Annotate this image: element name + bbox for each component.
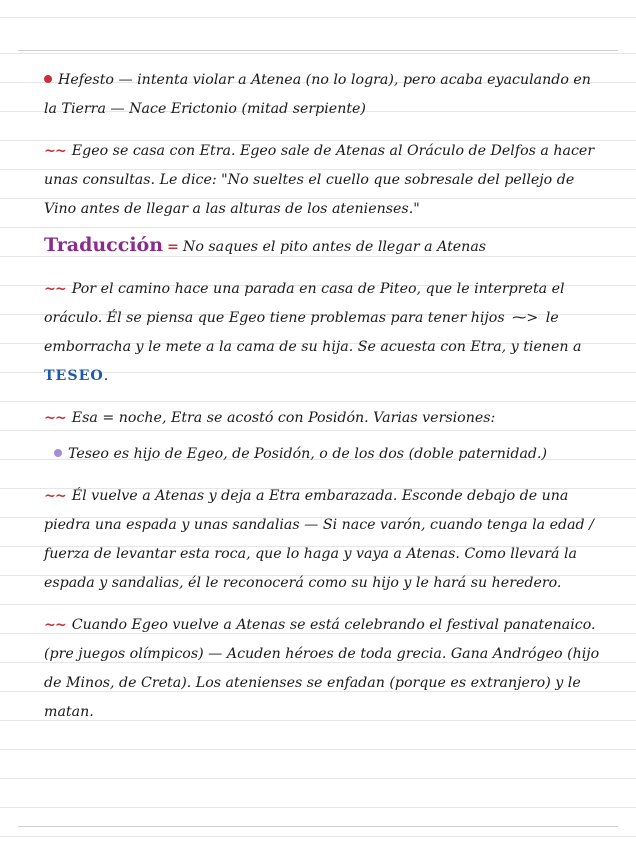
purple-bullet-icon [54, 449, 62, 457]
handwritten-notes [44, 66, 604, 740]
note-text: Por el camino hace una parada en casa de Piteo, que le interpreta el oráculo. Él se piensa que Egeo tiene problemas para tener hijos [44, 281, 565, 326]
note-text: Egeo se casa con Etra. Egeo sale de Atenas al Oráculo de Delfos a hacer unas consultas. Le dice: "No sueltes el cuello que sobresale del pellejo de Vino antes de llegar a las alturas de los atenienses." [44, 143, 595, 217]
note-text: Teseo es hijo de Egeo, de Posidón, o de los dos (doble paternidad.) [68, 446, 548, 462]
period: . [103, 368, 109, 384]
note-text: le emborracha y le mete a la cama de su hija. Se acuesta con Etra, y tienen a [44, 310, 582, 355]
note-versiones [54, 440, 604, 469]
note-panatenaico [44, 611, 604, 727]
note-espada-sandalias [44, 482, 604, 598]
equals-sign: = [167, 239, 179, 255]
note-text: Cuando Egeo vuelve a Atenas se está celebrando el festival panatenaico. (pre juegos olímpicos) — Acuden héroes de toda grecia. Gana Andrógeo (hijo de Minos, de Creta). Los atenienses se enfadan (porque es extranjero) y le matan. [44, 617, 600, 720]
note-hefesto [44, 66, 604, 124]
note-text: Esa = noche, Etra se acostó con Posidón. Varias versiones: [71, 410, 496, 426]
note-piteo [44, 275, 604, 391]
note-text: Él vuelve a Atenas y deja a Etra embarazada. Esconde debajo de una piedra una espada y unas sandalias — Si nace varón, cuando tenga la edad / fuerza de levantar esta roca, que lo haga y vaya a Atenas. Como llevará la espada y sandalias, él le reconocerá como su hijo y le hará su heredero. [44, 488, 594, 591]
note-posidon [44, 404, 604, 433]
squiggle-bullet-icon: ~~ [44, 617, 66, 633]
squiggle-arrow-icon: ⁓> [512, 310, 539, 326]
teseo-name: TESEO [44, 368, 104, 384]
squiggle-bullet-icon: ~~ [44, 281, 66, 297]
squiggle-bullet-icon: ~~ [44, 410, 66, 426]
note-traduccion [44, 231, 604, 262]
bottom-rule [18, 826, 618, 827]
red-bullet-icon [44, 75, 52, 83]
traduccion-label: Traducción [44, 234, 164, 256]
top-rule [18, 50, 618, 51]
note-text: Hefesto — intenta violar a Atenea (no lo logra), pero acaba eyaculando en la Tierra — Nace Erictonio (mitad serpiente) [44, 72, 591, 117]
squiggle-bullet-icon: ~~ [44, 488, 66, 504]
note-text: No saques el pito antes de llegar a Atenas [182, 239, 487, 255]
note-egeo-oraculo [44, 137, 604, 224]
squiggle-bullet-icon: ~~ [44, 143, 66, 159]
